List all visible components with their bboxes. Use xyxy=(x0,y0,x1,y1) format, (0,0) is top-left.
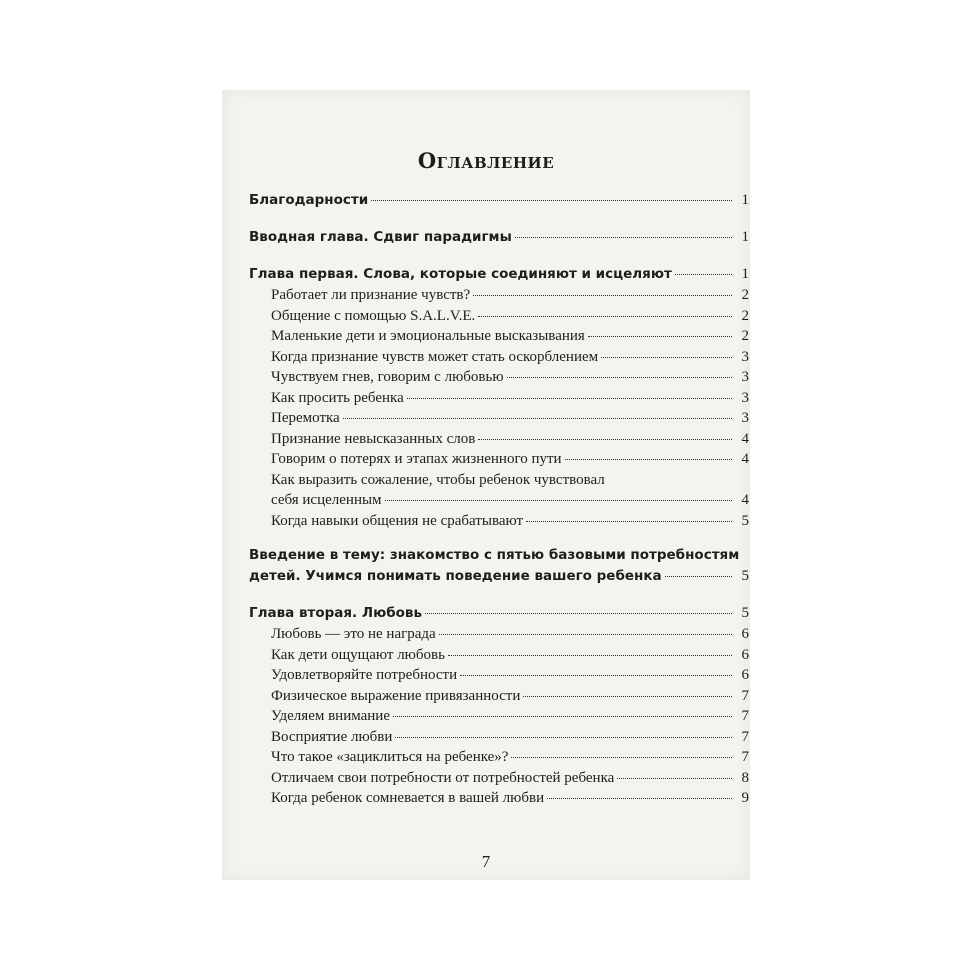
toc-page-number: 4 xyxy=(741,451,749,467)
toc-entry-label: Восприятие любви xyxy=(271,728,393,745)
dot-leader xyxy=(675,274,732,275)
toc-page-number: 7 xyxy=(741,687,749,704)
toc-entry-label: Как дети ощущают любовь xyxy=(271,646,445,663)
toc-entry-label: Говорим о потерях и этапах жизненного пути xyxy=(271,451,562,467)
toc-subentry[interactable] xyxy=(249,388,749,409)
toc-page-number: 9 xyxy=(741,790,749,806)
dot-leader xyxy=(565,459,732,460)
dot-leader xyxy=(547,798,732,799)
toc-entry-intro-chapter[interactable] xyxy=(249,227,749,248)
toc-page-number: 7 xyxy=(741,728,749,745)
toc-page-number: 3 xyxy=(741,410,749,426)
toc-subentry[interactable] xyxy=(249,347,749,368)
dot-leader xyxy=(515,237,732,238)
book-page xyxy=(222,90,750,880)
toc-entry-label: себя исцеленным xyxy=(271,492,382,508)
toc-entry-label: Уделяем внимание xyxy=(271,708,390,724)
toc-subentry[interactable] xyxy=(249,511,749,532)
dot-leader xyxy=(343,418,732,419)
dot-leader xyxy=(523,696,732,697)
dot-leader xyxy=(425,613,732,614)
dot-leader xyxy=(507,377,732,378)
toc-subentry[interactable] xyxy=(249,788,749,809)
dot-leader xyxy=(371,200,732,201)
toc-entry-label: Перемотка xyxy=(271,410,340,426)
toc-page-number: 5 xyxy=(741,512,749,529)
toc-subentry[interactable] xyxy=(249,449,749,470)
page-number: 7 xyxy=(481,852,491,871)
toc-entry-chapter-one[interactable] xyxy=(249,264,749,285)
toc-entry-label: Когда навыки общения не срабатывают xyxy=(271,512,524,529)
toc-page-number: 1 xyxy=(741,192,749,208)
toc-page-number: 1 xyxy=(741,266,749,282)
toc-page-number: 2 xyxy=(741,287,749,303)
toc-entry-chapter-two[interactable] xyxy=(249,603,749,624)
toc-page-number: 3 xyxy=(741,389,749,406)
toc-page-number: 2 xyxy=(741,328,749,344)
toc-entry-label: Маленькие дети и эмоциональные высказывания xyxy=(271,328,585,344)
toc-page-number: 4 xyxy=(741,492,749,508)
dot-leader xyxy=(395,737,732,738)
toc-subentry[interactable] xyxy=(249,408,749,429)
toc-subentry[interactable] xyxy=(249,624,749,645)
toc-subentry[interactable] xyxy=(249,665,749,686)
dot-leader xyxy=(473,295,732,296)
dot-leader xyxy=(385,500,732,501)
dot-leader xyxy=(478,316,732,317)
toc-entry-label: Благодарности xyxy=(249,192,369,208)
toc-subentry[interactable] xyxy=(249,768,749,789)
toc-entry-label: Удовлетворяйте потребности xyxy=(271,667,458,683)
toc-subentry[interactable] xyxy=(249,747,749,768)
toc-entry-label: Чувствуем гнев, говорим с любовью xyxy=(271,369,504,385)
toc-subentry[interactable] xyxy=(249,326,749,347)
toc-page-number: 2 xyxy=(741,307,749,324)
page-title: Оглавление xyxy=(417,148,555,173)
dot-leader xyxy=(617,778,732,779)
toc-subentry[interactable] xyxy=(249,306,749,327)
toc-page-number: 6 xyxy=(741,646,749,663)
toc-subentry[interactable] xyxy=(249,429,749,450)
toc-entry-label: Работает ли признание чувств? xyxy=(271,287,471,303)
toc-subentry-line1[interactable] xyxy=(249,470,749,491)
dot-leader xyxy=(601,357,732,358)
toc-entry-needs-intro-line2[interactable] xyxy=(249,566,749,587)
toc-subentry[interactable] xyxy=(249,645,749,666)
toc-page-number: 3 xyxy=(741,369,749,385)
toc-page-number: 1 xyxy=(741,229,749,245)
toc-page-number: 3 xyxy=(741,348,749,365)
dot-leader xyxy=(665,576,732,577)
toc-page-number: 8 xyxy=(741,769,749,786)
table-of-contents xyxy=(249,190,749,809)
toc-subentry[interactable] xyxy=(249,367,749,388)
toc-entry-label: Введение в тему: знакомство с пятью базовыми потребностям xyxy=(249,547,740,563)
toc-entry-label: Признание невысказанных слов xyxy=(271,430,476,447)
dot-leader xyxy=(439,634,732,635)
toc-subentry[interactable] xyxy=(249,686,749,707)
toc-subentry-line2[interactable] xyxy=(249,490,749,511)
toc-entry-label: Вводная глава. Сдвиг парадигмы xyxy=(249,229,512,245)
toc-page-number: 4 xyxy=(741,430,749,447)
dot-leader xyxy=(588,336,732,337)
dot-leader xyxy=(526,521,732,522)
toc-page-number: 5 xyxy=(741,568,749,584)
toc-subentry[interactable] xyxy=(249,706,749,727)
toc-entry-label: Любовь — это не награда xyxy=(271,626,436,642)
toc-entry-label: Что такое «зациклиться на ребенке»? xyxy=(271,749,509,765)
dot-leader xyxy=(511,757,732,758)
toc-page-number: 5 xyxy=(741,605,749,621)
dot-leader xyxy=(478,439,732,440)
dot-leader xyxy=(407,398,732,399)
toc-entry-acknowledgements[interactable] xyxy=(249,190,749,211)
toc-page-number: 6 xyxy=(741,626,749,642)
toc-entry-label: Как просить ребенка xyxy=(271,389,404,406)
toc-subentry[interactable] xyxy=(249,727,749,748)
toc-entry-label: Глава вторая. Любовь xyxy=(249,605,422,621)
dot-leader xyxy=(448,655,732,656)
toc-entry-label: Когда ребенок сомневается в вашей любви xyxy=(271,790,545,806)
toc-entry-label: Физическое выражение привязанности xyxy=(271,687,521,704)
toc-entry-label: Глава первая. Слова, которые соединяют и исцеляют xyxy=(249,266,672,282)
toc-page-number: 6 xyxy=(741,667,749,683)
dot-leader xyxy=(460,675,732,676)
toc-entry-label: детей. Учимся понимать поведение вашего ребенка xyxy=(249,568,662,584)
toc-entry-label: Как выразить сожаление, чтобы ребенок чувствовал xyxy=(271,471,605,488)
dot-leader xyxy=(393,716,732,717)
toc-entry-label: Отличаем свои потребности от потребностей ребенка xyxy=(271,769,615,786)
toc-page-number: 7 xyxy=(741,749,749,765)
toc-entry-label: Когда признание чувств может стать оскорблением xyxy=(271,348,599,365)
toc-entry-label: Общение с помощью S.A.L.V.E. xyxy=(271,307,476,324)
toc-page-number: 7 xyxy=(741,708,749,724)
toc-entry-needs-intro-line1[interactable] xyxy=(249,545,749,566)
toc-subentry[interactable] xyxy=(249,285,749,306)
